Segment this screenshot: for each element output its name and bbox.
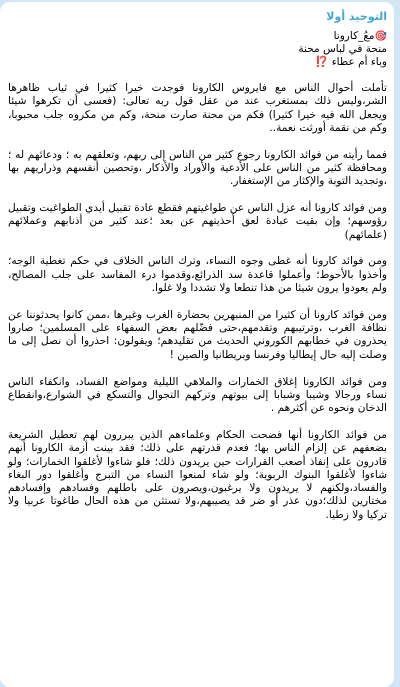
message-paragraph: ومن فوائد الكارونا إغلاق الخمارات والملاهي الليلية ومواضع الفساد، وانكفاء الناس نساء ورجالا وشيبا وشبابا إلى بيوتهم وتركهم التجوال والتسكع في الشوارع،وانقطاع الدخان ونحوه عن أكثرهم . — [8, 375, 387, 415]
exclamation-question-icon: ⁉️ — [315, 56, 329, 68]
message-paragraph: من فوائد الكارونا أنها فضحت الحكام وعلماءهم الذين يبررون لهم تعطيل الشريعة بضعفهم عن إلزام الناس بها؛ فعدم قدرتهم على ذلك؛ فقد بينت أزمة الكارونا أنهم قادرون على إنفاذ أصعب القرارات حين يريدون ذلك؛ فلو شاءوا لأغلقوا الخمارات؛ ولو شاءوا لأغلقوا البنوك الربوية؛ ولو شاء لمنعوا النساء من التبرج وأغلقوا دور البغاء والفساد،ولكنهم لا يريدون ولا يرغبون،ويصرون على باطلهم وفسادهم وإفسادهم مختارين لذلك؛دون عذر أو ضر قد يصيبهم،ولا تستثن من هذه الحال طاغوتا عربيا ولا تركيا ولا زطيا. — [8, 428, 387, 521]
target-icon: 🎯 — [374, 31, 387, 42]
message-paragraph: فمما رأيته من فوائد الكارونا رجوع كثير من الناس إلى ربهم، وتعلقهم به ؛ ودعائهم له ؛ومحافظة كثير من الناس على الأدعية والأوراد والأذكار ،وتحصين أنفسهم وذراريهم بها ،وتجديد التوبة والإكثار من الإستغفار. — [8, 148, 387, 188]
message-paragraph: ومن فوائد كارونا أن كثيرا من المنبهرين بحضارة الغرب وغيرها ،ممن كانوا يحدثوننا عن نظافة الغرب ،وترتيبهم وتقدمهم،حتى فضّلهم بعض السفهاء على المسلمين؛ صاروا يحذرون في خطابهم الكوروني الحديث من تقليدهم؛ ويقولون: احذروا أن نصل إلى ما وصلت إليه حال إيطاليا وفرنسا وبريطانيا والصين ! — [8, 308, 387, 361]
subtitle-line-1: منحة في لباس محنة — [298, 43, 387, 55]
message-paragraph: تأملت أحوال الناس مع فايروس الكارونا فوجدت خيرا كثيرا في ثياب ظاهرها الشر،وليس ذلك بمستغرب عند من عقل قول ربه تعالى: (فعسى أن تكرهوا شيئا ويجعل الله فيه خيرا كثيرا) فكم من محنة صارت منحة، وكم من مكروه جلب محبوبا، وكم من نقمة أورثت نعمة.. — [8, 82, 387, 134]
message-paragraph: ومن فوائد كارونا أنه غطى وجوه النساء، وترك الناس الخلاف في حكم تغطية الوجه؛ وأخذوا بالأحوط؛ وأعملوا قاعدة سد الذرائع،وقدموا درء المفاسد على جلب المصالح، ولم يعودوا يرون شيئا من هذا تنطعا ولا تشددا ولا غلوا. — [8, 255, 387, 295]
message-headline — [8, 30, 387, 69]
message-title: معُ_كارونا — [333, 30, 375, 42]
message-paragraph: ومن فوائد كارونا أنه عزل الناس عن طواغيتهم فقطع عادة تقبيل أيدي الطواغيت وتقبيل رؤوسهم؛ وإن بقيت عبادة لعق أحذيتهم عن بعد ؛عند كثير من أذنابهم وعملائهم (علمائهم) — [8, 202, 387, 241]
subtitle-text: وباء أم عطاء — [331, 56, 387, 68]
message-bubble — [0, 2, 394, 687]
subtitle-line-2 — [8, 56, 387, 69]
title-line — [8, 30, 387, 43]
sender-name[interactable]: التوحيد أولا — [326, 10, 387, 23]
